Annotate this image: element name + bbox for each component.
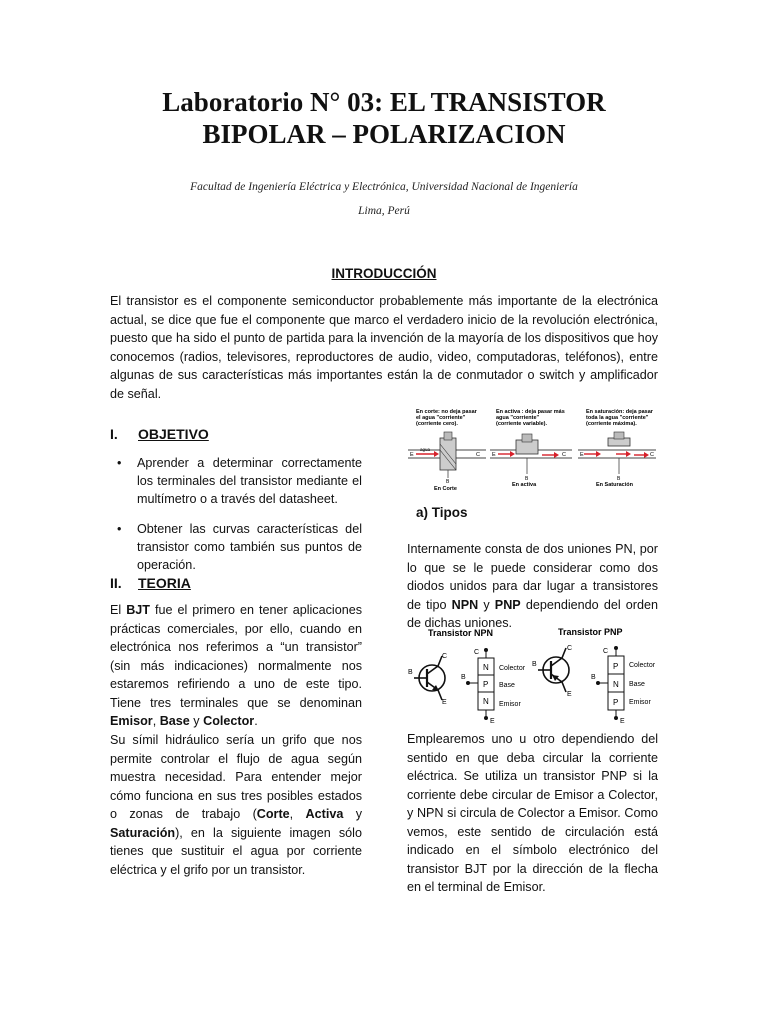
section-title: OBJETIVO — [138, 426, 209, 442]
npn-title: Transistor NPN — [428, 628, 494, 638]
objetivo-heading — [110, 426, 209, 442]
caption-line: En corte: no deja pasar — [416, 409, 477, 415]
list-item: • Aprender a determinar correctamente los terminales del transistor mediante el multímetro o a través del datasheet. — [110, 454, 362, 508]
e-label: E — [492, 452, 496, 458]
document-title — [0, 86, 768, 150]
layer-name: Colector — [499, 665, 526, 672]
panel-activa — [490, 409, 572, 488]
layer-label: P — [613, 698, 619, 707]
e-label: E — [442, 699, 447, 706]
layer-name: Emisor — [629, 699, 651, 706]
b-label: B — [408, 669, 413, 676]
panel-label: En activa — [512, 482, 537, 488]
teoria-paragraph-1: El BJT fue el primero en tener aplicaciones prácticas comerciales, por ello, cuando en electrónica nos referimos a “un transistor” (sin más indicaciones) normalmente nos estaremos refiriendo a uno de este tipo. Tiene tres terminales que se denominan Emisor, Base y Colector. — [110, 603, 362, 728]
title-line-2: BIPOLAR – POLARIZACION — [202, 119, 566, 149]
transistor-types-figure — [404, 624, 662, 726]
c-label: C — [562, 452, 566, 458]
layer-name: Base — [499, 682, 515, 689]
caption-line: En saturación: deja pasar — [586, 409, 653, 415]
teoria-heading — [110, 575, 191, 591]
e-label: E — [490, 718, 495, 725]
layer-label: N — [483, 697, 489, 706]
layer-name: Base — [629, 681, 645, 688]
layer-label: P — [483, 680, 489, 689]
caption-line: toda la agua "corriente" — [586, 415, 649, 421]
tipos-paragraph-2: Emplearemos uno u otro dependiendo del sentido en que deba circular la corriente eléctrica. Se utiliza un transistor PNP si la corriente debe circular de Emisor a Colector, y NPN si circula de Colector a Emisor. Como vemos, este sentido de circulación está indicado en el símbolo electrónico del transistor BJT por la dirección de la flecha en el terminal de Emisor. — [407, 732, 658, 894]
intro-paragraph: El transistor es el componente semiconductor probablemente más importante de la electrónica actual, se dice que fue el componente que marco el verdadero inicio de la revolución electrónica, puesto que ha sido el punto de partida para la invención de la mayoría de los dispositivos que hoy conocemos (radios, televisores, reproductores de audio, video, computadoras, teléfonos), entre algunas de sus características más importantes están la de conmutador o switch y amplificador de señal. — [110, 294, 658, 401]
section-number: II. — [110, 575, 122, 591]
npn-diagram — [408, 628, 526, 725]
c-label: C — [442, 653, 448, 660]
intro-heading: INTRODUCCIÓN — [331, 266, 437, 281]
caption-line: (corriente máxima). — [586, 421, 637, 427]
tipos-heading: a) Tipos — [416, 505, 468, 520]
layer-label: N — [483, 663, 489, 672]
b-label: B — [617, 476, 621, 482]
pnp-title: Transistor PNP — [558, 627, 623, 637]
e-label: E — [580, 452, 584, 458]
panel-corte — [408, 409, 486, 492]
layer-label: P — [613, 662, 619, 671]
c-label: C — [650, 452, 654, 458]
panel-saturacion — [578, 409, 656, 488]
e-label: E — [567, 691, 572, 698]
affiliation: Facultad de Ingeniería Eléctrica y Electrónica, Universidad Nacional de Ingeniería — [190, 181, 578, 193]
tipos-paragraph-1: Internamente consta de dos uniones PN, por lo que se le puede considerar como dos diodos unidos para dar lugar a transistores de tipo NPN y PNP dependiendo del orden de dichas uniones. — [407, 542, 658, 630]
agua-label: agua — [420, 447, 431, 452]
b-label: B — [591, 674, 596, 681]
hydraulic-analogy-figure — [404, 404, 658, 492]
objetivo-list — [110, 454, 362, 586]
caption-line: (corriente variable). — [496, 421, 548, 427]
title-line-1: Laboratorio N° 03: EL TRANSISTOR — [162, 87, 606, 117]
c-label: C — [567, 645, 573, 652]
b-label: B — [446, 479, 450, 485]
b-label: B — [525, 476, 529, 482]
teoria-paragraph-2: Su símil hidráulico sería un grifo que nos permite controlar el flujo de agua según muestra necesidad. Para entender mejor cómo funciona en sus tres posibles estados o zonas de trabajo (Corte, Activa y Saturación), en la siguiente imagen sólo tienes que sustituir el agua por corriente eléctrica y el grifo por un transistor. — [110, 733, 363, 877]
b-label: B — [532, 661, 537, 668]
pnp-diagram — [532, 627, 656, 725]
c-label: C — [603, 648, 609, 655]
panel-label: En Saturación — [596, 482, 633, 488]
section-title: TEORIA — [138, 575, 191, 591]
c-label: C — [476, 452, 480, 458]
b-label: B — [461, 674, 466, 681]
section-number: I. — [110, 426, 118, 442]
caption-line: el agua "corriente" — [416, 415, 466, 421]
location: Lima, Perú — [358, 205, 410, 217]
panel-label: En Corte — [434, 486, 457, 492]
layer-name: Colector — [629, 662, 656, 669]
caption-line: agua "corriente" — [496, 415, 540, 421]
e-label: E — [410, 452, 414, 458]
c-label: C — [474, 649, 480, 656]
list-item: • Obtener las curvas características del transistor como también sus puntos de operación. — [110, 520, 362, 574]
e-label: E — [620, 718, 625, 725]
caption-line: En activa : deja pasar más — [496, 409, 565, 415]
caption-line: (corriente cero). — [416, 421, 458, 427]
layer-name: Emisor — [499, 701, 521, 708]
layer-label: N — [613, 680, 619, 689]
